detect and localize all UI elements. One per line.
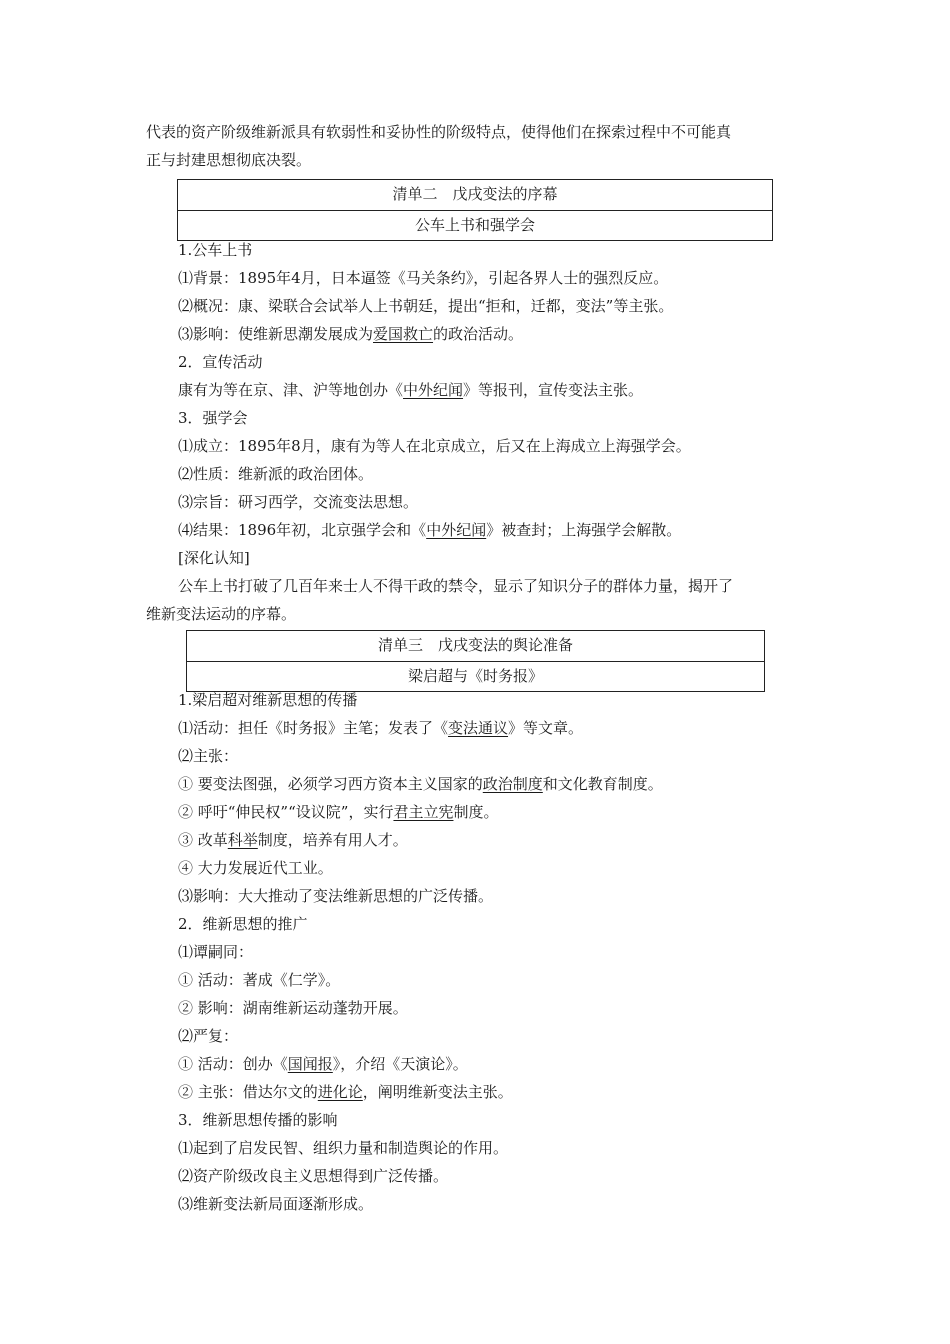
influence-1: ⑴起到了启发民智、组织力量和制造舆论的作用。 (178, 1139, 509, 1157)
qiangxuehui-nature: ⑵性质：维新派的政治团体。 (178, 465, 374, 483)
tan-sitong-label: ⑴谭嗣同： (178, 943, 254, 961)
qiangxuehui-result: ⑷结果：1896年初，北京强学会和《中外纪闻》被查封；上海强学会解散。 (178, 521, 682, 539)
qiangxuehui-founding: ⑴成立：1895年8月，康有为等人在北京成立，后又在上海成立上海强学会。 (178, 437, 691, 455)
blank-answer: 君主立宪 (393, 803, 454, 821)
propaganda-text: 康有为等在京、津、沪等地创办《中外纪闻》等报刊，宣传变法主张。 (178, 381, 644, 399)
heading-influence: 3．维新思想传播的影响 (178, 1111, 338, 1129)
proposal-3: ③ 改革科举制度，培养有用人才。 (178, 831, 408, 849)
blank-answer: 爱国救亡 (373, 325, 434, 343)
yan-proposal: ② 主张：借达尔文的进化论，阐明维新变法主张。 (178, 1083, 513, 1101)
tan-activity: ① 活动：著成《仁学》。 (178, 971, 341, 989)
intro-line-2: 正与封建思想彻底决裂。 (146, 151, 312, 169)
heading-promotion: 2．维新思想的推广 (178, 915, 308, 933)
intro-line-1: 代表的资产阶级维新派具有软弱性和妥协性的阶级特点，使得他们在探索过程中不可能真 (146, 123, 732, 141)
deepen-text-line-2: 维新变法运动的序幕。 (146, 605, 297, 623)
blank-answer: 中外纪闻 (426, 521, 487, 539)
blank-answer: 变法通议 (448, 719, 509, 737)
section-three-title: 清单三 戊戌变法的舆论准备 (377, 636, 573, 654)
blank-answer: 国闻报 (287, 1055, 333, 1073)
gongche-background: ⑴背景：1895年4月，日本逼签《马关条约》，引起各界人士的强烈反应。 (178, 269, 669, 287)
blank-answer: 中外纪闻 (403, 381, 464, 399)
heading-liang: 1.梁启超对维新思想的传播 (178, 691, 358, 709)
blank-answer: 进化论 (317, 1083, 363, 1101)
gongche-overview: ⑵概况：康、梁联合会试举人上书朝廷，提出“拒和，迁都，变法”等主张。 (178, 297, 674, 315)
liang-proposals-label: ⑵主张： (178, 747, 239, 765)
proposal-4: ④ 大力发展近代工业。 (178, 859, 333, 877)
liang-impact: ⑶影响：大大推动了变法维新思想的广泛传播。 (178, 887, 494, 905)
influence-3: ⑶维新变法新局面逐渐形成。 (178, 1195, 374, 1213)
yan-activity: ① 活动：创办《国闻报》，介绍《天演论》。 (178, 1055, 468, 1073)
gongche-impact: ⑶影响：使维新思潮发展成为爱国救亡的政治活动。 (178, 325, 524, 343)
section-two-title: 清单二 戊戌变法的序幕 (392, 185, 558, 203)
proposal-1: ① 要变法图强，必须学习西方资本主义国家的政治制度和文化教育制度。 (178, 775, 663, 793)
influence-2: ⑵资产阶级改良主义思想得到广泛传播。 (178, 1167, 449, 1185)
heading-propaganda: 2．宣传活动 (178, 353, 263, 371)
deepen-understanding-label: [深化认知] (178, 549, 250, 567)
blank-answer: 政治制度 (482, 775, 543, 793)
section-two-subtitle: 公车上书和强学会 (178, 210, 772, 240)
deepen-text-line-1: 公车上书打破了几百年来士人不得干政的禁令，显示了知识分子的群体力量，揭开了 (178, 577, 734, 595)
section-three-header-box (186, 630, 765, 692)
qiangxuehui-purpose: ⑶宗旨：研习西学，交流变法思想。 (178, 493, 419, 511)
yan-fu-label: ⑵严复： (178, 1027, 239, 1045)
liang-activity: ⑴活动：担任《时务报》主笔；发表了《变法通议》等文章。 (178, 719, 584, 737)
section-three-subtitle: 梁启超与《时务报》 (187, 661, 764, 691)
proposal-2: ② 呼吁“伸民权”“设议院”，实行君主立宪制度。 (178, 803, 499, 821)
heading-gongche: 1.公车上书 (178, 241, 253, 259)
section-two-header-box (177, 179, 773, 241)
heading-qiangxuehui: 3．强学会 (178, 409, 248, 427)
blank-answer: 科举 (227, 831, 258, 849)
tan-impact: ② 影响：湖南维新运动蓬勃开展。 (178, 999, 408, 1017)
